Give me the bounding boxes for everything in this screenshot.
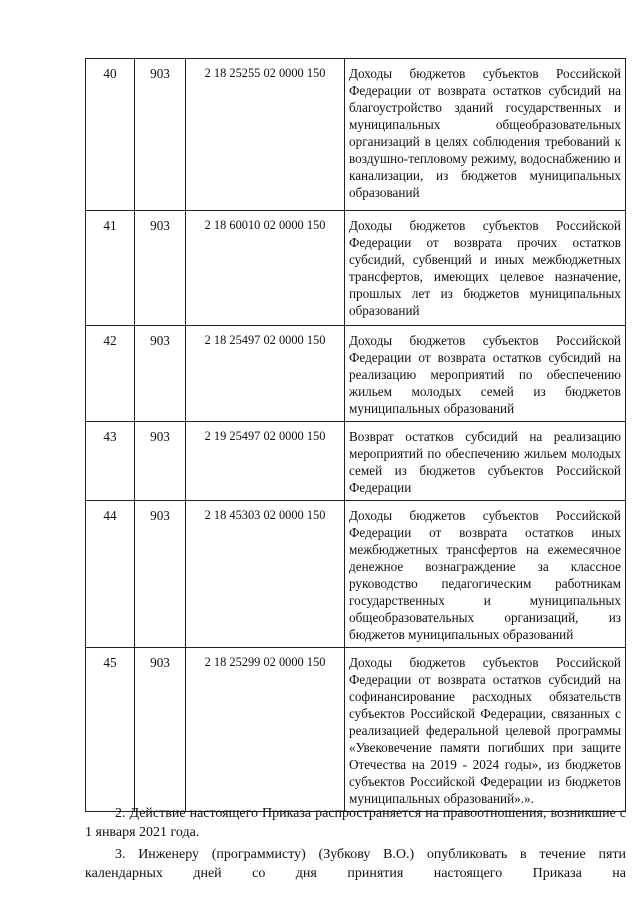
table-row (86, 59, 626, 211)
income-description: Доходы бюджетов субъектов Российской Федерации от возврата остатков субсидий на софинансирование расходных обязательств субъектов Российской Федерации, связанных с реализацией федеральной целевой программы «Увековечение памяти погибших при защите Отечества на 2019 - 2024 годы», из бюджетов субъектов Российской Федерации из бюджетов муниципальных образований».». (345, 648, 626, 812)
admin-code: 903 (135, 648, 186, 812)
budget-code: 2 18 60010 02 0000 150 (186, 211, 345, 326)
budget-code: 2 18 45303 02 0000 150 (186, 501, 345, 648)
admin-code: 903 (135, 59, 186, 211)
admin-code: 903 (135, 326, 186, 422)
admin-code: 903 (135, 501, 186, 648)
admin-code: 903 (135, 422, 186, 501)
income-description: Возврат остатков субсидий на реализацию мероприятий по обеспечению жильем молодых семей из бюджетов субъектов Российской Федерации (345, 422, 626, 501)
budget-code: 2 18 25255 02 0000 150 (186, 59, 345, 211)
income-description: Доходы бюджетов субъектов Российской Федерации от возврата остатков субсидий на реализацию мероприятий по обеспечению жильем молодых семей из бюджетов муниципальных образований (345, 326, 626, 422)
paragraph-2-text: 2. Действие настоящего Приказа распространяется на правоотношения, возникшие с 1 января 2021 года. (85, 806, 626, 840)
budget-code: 2 19 25497 02 0000 150 (186, 422, 345, 501)
paragraph-3 (85, 846, 626, 883)
row-number: 41 (86, 211, 135, 326)
row-number: 40 (86, 59, 135, 211)
budget-code: 2 18 25299 02 0000 150 (186, 648, 345, 812)
income-description: Доходы бюджетов субъектов Российской Федерации от возврата прочих остатков субсидий, субвенций и иных межбюджетных трансфертов, имеющих целевое назначение, прошлых лет из бюджетов муниципальных образований (345, 211, 626, 326)
row-number: 44 (86, 501, 135, 648)
budget-code: 2 18 25497 02 0000 150 (186, 326, 345, 422)
row-number: 45 (86, 648, 135, 812)
paragraph-2 (85, 805, 626, 842)
row-number: 43 (86, 422, 135, 501)
income-codes-table (85, 58, 626, 812)
income-description: Доходы бюджетов субъектов Российской Федерации от возврата остатков иных межбюджетных трансфертов на ежемесячное денежное вознаграждение за классное руководство педагогическим работникам государственных и муниципальных общеобразовательных организаций, из бюджетов муниципальных образований (345, 501, 626, 648)
table-row (86, 326, 626, 422)
table-row (86, 501, 626, 648)
table-row (86, 648, 626, 812)
paragraph-3-text: 3. Инженеру (программисту) (Зубкову В.О.) опубликовать в течение пяти календарных дней со дня принятия настоящего Приказа на (85, 847, 626, 881)
income-description: Доходы бюджетов субъектов Российской Федерации от возврата остатков субсидий на благоустройство зданий государственных и муниципальных общеобразовательных организаций в целях соблюдения требований к воздушно-тепловому режиму, водоснабжению и канализации, из бюджетов муниципальных образований (345, 59, 626, 211)
table-row (86, 211, 626, 326)
admin-code: 903 (135, 211, 186, 326)
row-number: 42 (86, 326, 135, 422)
table-row (86, 422, 626, 501)
